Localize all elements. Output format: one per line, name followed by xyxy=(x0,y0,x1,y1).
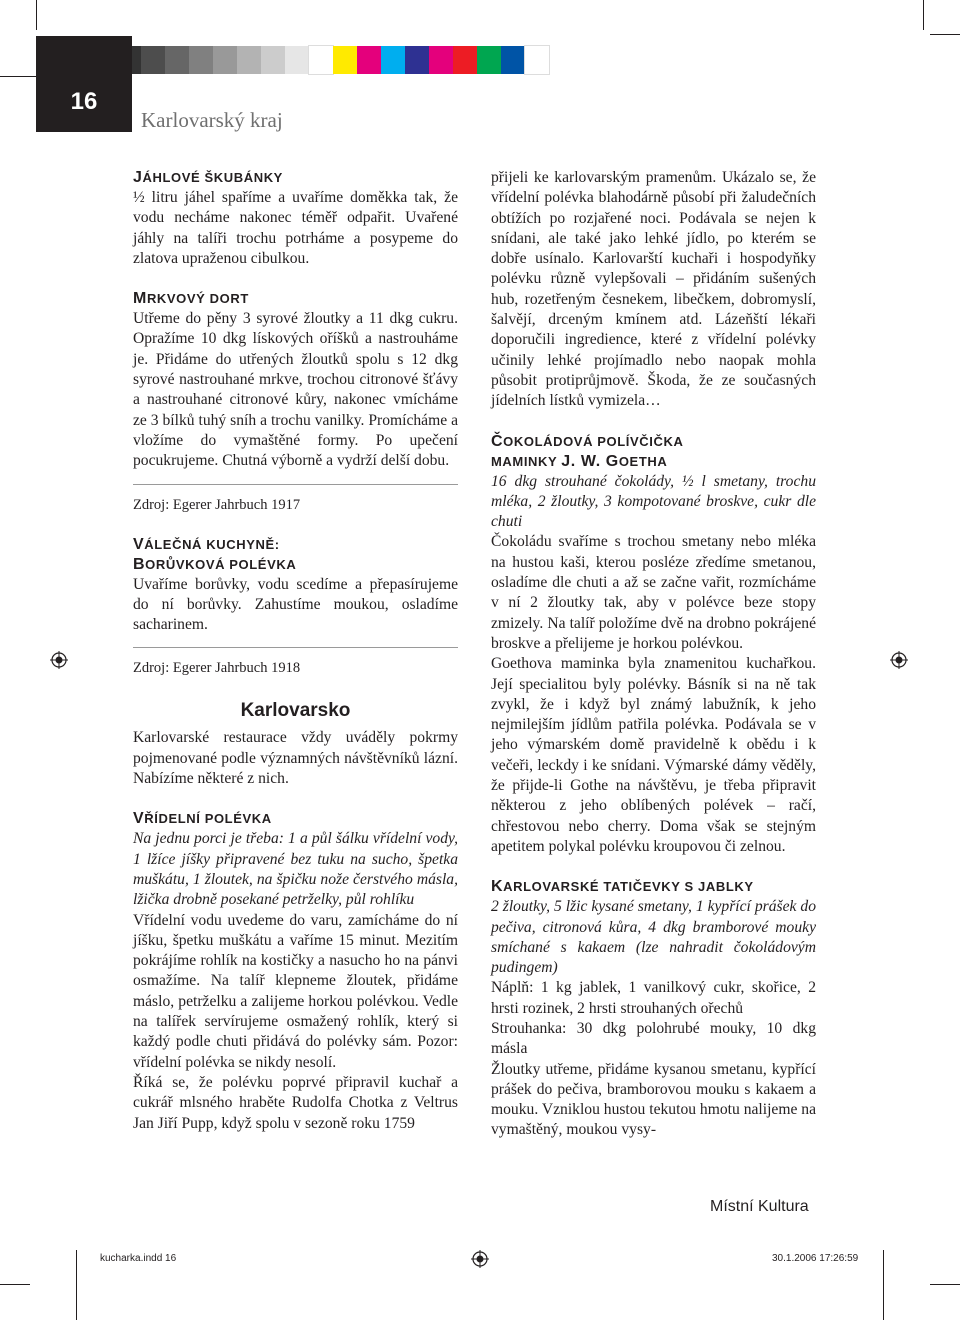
crop-mark xyxy=(76,1250,77,1320)
recipe-text: přijeli ke karlovarským pramenům. Ukázalo se, že vřídelní polévka blahodárně působí při žaludečních obtížích po rozjařené noci. Podávala se nejen k snídani, ale také jako lehké jídlo, po kterém se dobře usínalo. Karlovarští kuchaři i hospodyňky polévku různě vylepšovali – přidáním sušených hub, rozetřeným česnekem, libečkem, dobromyslí, šalvějí, drceným kmínem atd. Lázeňští lékaři doporučili ingredience, které z vřídelní polévky učinily lehké projímadlo nebo naopak mohla působit protiprůjmově. Škoda, že ze současných jídelních lístků vymizela… xyxy=(491,169,816,410)
crop-mark xyxy=(883,1250,884,1320)
color-swatch xyxy=(357,46,381,74)
section-heading: Karlovarsko xyxy=(240,700,351,722)
source-note: Zdroj: Egerer Jahrbuch 1918 xyxy=(133,660,301,677)
left-column xyxy=(133,168,458,1134)
color-swatch xyxy=(525,46,549,74)
color-swatch xyxy=(405,46,429,74)
recipe-ingredients: 2 žloutky, 5 lžic kysané smetany, 1 kypřící prášek do pečiva, citronová kůra, 4 dkg bramborové mouky smíchané s kakaem (lze nahradit čokoládovým pudingem) xyxy=(491,898,816,977)
recipe-crumble: Strouhanka: 30 dkg polohrubé mouky, 10 dkg másla xyxy=(491,1019,816,1058)
color-swatch xyxy=(453,46,477,74)
color-swatch xyxy=(333,46,357,74)
divider xyxy=(133,647,458,648)
recipe-title: JÁHLOVÉ ŠKUBÁNKY xyxy=(133,169,283,186)
color-swatch xyxy=(237,46,261,74)
crop-mark xyxy=(0,1284,30,1285)
registration-mark-icon xyxy=(890,651,908,669)
color-swatch xyxy=(309,46,333,74)
recipe-title: MAMINKY J. W. GOETHA xyxy=(491,452,668,470)
crop-mark xyxy=(36,0,37,30)
recipe-text: Vřídelní vodu uvedeme do varu, zamícháme do ní jíšku, špetku muškátu a vaříme 15 minut. Mezitím pokrájíme rohlík na kostičky a nasucho ho na pánvi osmažíme. Na talíř klepneme žloutek, přidáme máslo, petrželku a zalijeme horkou polévkou. Vedle na talířek servírujeme osmažený rohlík, který si každý podle chuti přidává do polévky sám. Pozor: vřídelní polévka se nikdy nesolí. xyxy=(133,911,458,1071)
slug-date: 30.1.2006 17:26:59 xyxy=(772,1253,859,1264)
recipe-text: Čokoládu svaříme s trochou smetany nebo mléka na hustou kaši, kterou posléze zředíme smetanou, osladíme dle chuti a až se začne vařit, rozmícháme v ní 2 žloutky tak, aby v polévce beze stopy zmizely. Na talíř položíme dvě na drobno pokrájené broskve a přelijeme je horkou polévkou. xyxy=(491,533,816,652)
recipe-text: ½ litru jáhel spaříme a uvaříme doměkka tak, že vodu necháme nakonec téměř odpařit. Uvařené jáhly na talíři trochu potrháme a posypeme do zlatova upraženou cibulkou. xyxy=(133,189,458,267)
color-swatch xyxy=(189,46,213,74)
recipe-title: VŘÍDELNÍ POLÉVKA xyxy=(133,810,272,828)
color-swatch xyxy=(285,46,309,74)
registration-mark-icon xyxy=(471,1250,489,1268)
crop-mark xyxy=(930,1284,960,1285)
page-number-block xyxy=(36,36,132,132)
footer-brand: Místní Kultura xyxy=(710,1198,809,1215)
recipe-filling: Náplň: 1 kg jablek, 1 vanilkový cukr, skořice, 2 hrsti rozinek, 2 hrsti strouhaných ořechů xyxy=(491,979,816,1017)
crop-mark xyxy=(923,0,924,30)
recipe-text: Utřeme do pěny 3 syrové žloutky a 11 dkg cukru. Opražíme 10 dkg lískových oříšků a nastrouháme je. Přidáme do utřených žloutků spolu s 12 dkg syrové nastrouhané mrkve, trochou citronové šťávy a nastrouhané citronové kůry, nakonec vmícháme ze 3 bílků tuhý sníh a trochu vanilky. Promícháme a vložíme do vymaštěné formy. Po upečení pocukrujeme. Chutná výborně a vydrží delší dobu. xyxy=(133,310,458,470)
recipe-title: MRKVOVÝ DORT xyxy=(133,290,249,308)
color-swatch xyxy=(213,46,237,74)
color-swatch xyxy=(501,46,525,74)
color-swatch xyxy=(477,46,501,74)
recipe-text: Goethova maminka byla znamenitou kuchařkou. Její specialitou byly polévky. Básník si na ně tak zvykl, že i když byl známý labužník, k jeho nejmilejším jídlům patřila polévka. Podávala se v jeho výmarském domě pravidelně k obědu i k večeři, leckdy i ke snídani. Výmarské dámy věděly, že přijde-li Gothe na návštěvu, je třeba připravit některou z jeho oblíbených polévek – račí, chřestovou nebo cherry. Doma však se stejným apetitem polykal polévku kroupovou či zelnou. xyxy=(491,655,816,855)
page-number: 16 xyxy=(70,88,98,115)
color-control-bar xyxy=(93,46,549,74)
recipe-title: BORŮVKOVÁ POLÉVKA xyxy=(133,555,297,573)
slug-file: kucharka.indd 16 xyxy=(100,1253,177,1264)
color-swatch xyxy=(141,46,165,74)
color-swatch xyxy=(261,46,285,74)
recipe-text: Žloutky utřeme, přidáme kysanou smetanu, kypřící prášek do pečiva, bramborovou mouku s kakaem a mouku. Vzniklou hustou tekutou hmotu nalijeme na vymaštěný, moukou vysy- xyxy=(491,1060,816,1139)
divider xyxy=(133,484,458,485)
recipe-ingredients: 16 dkg strouhané čokolády, ½ l smetany, trochu mléka, 2 žloutky, 3 kompotované broskve, cukr dle chuti xyxy=(491,472,816,531)
color-swatch xyxy=(165,46,189,74)
color-swatch xyxy=(429,46,453,74)
section-intro: Karlovarské restaurace vždy uváděly pokrmy pojmenované podle významných návštěvníků lázní. Nabízíme některé z nich. xyxy=(133,729,458,788)
recipe-title: ČOKOLÁDOVÁ POLÍVČIČKA xyxy=(491,432,684,450)
right-column xyxy=(491,168,816,1141)
recipe-text: Říká se, že polévku poprvé připravil kuchař a cukrář mlsného hraběte Rudolfa Chotka z Veltrus Jan Jiří Pupp, když spolu v sezoně roku 1759 xyxy=(133,1073,458,1132)
color-swatch xyxy=(381,46,405,74)
recipe-title: VÁLEČNÁ KUCHYNĚ: xyxy=(133,535,280,553)
recipe-text: Uvaříme borůvky, vodu scedíme a přepasírujeme do ní borůvky. Zahustíme moukou, osladíme sacharinem. xyxy=(133,575,458,634)
running-header: Karlovarský kraj xyxy=(141,108,283,132)
registration-mark-icon xyxy=(50,651,68,669)
crop-mark xyxy=(930,34,960,35)
source-note: Zdroj: Egerer Jahrbuch 1917 xyxy=(133,496,301,513)
recipe-ingredients: Na jednu porci je třeba: 1 a půl šálku vřídelní vody, 1 lžíce jíšky připravené bez tuku na sucho, špetka muškátu, 1 žloutek, na špičku nože čerstvého másla, lžička drobně posekané petrželky, půl rohlíku xyxy=(133,830,458,909)
recipe-title: KARLOVARSKÉ TATIČEVKY S JABLKY xyxy=(491,878,754,896)
